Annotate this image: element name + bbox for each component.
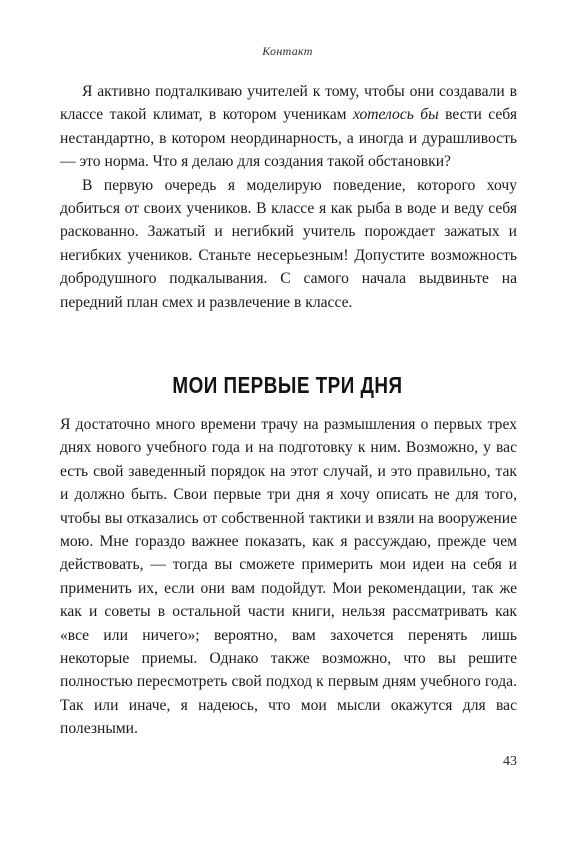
intro-text xyxy=(60,80,517,314)
intro-paragraph-2: В первую очередь я моделирую поведение, которого хочу добиться от своих учеников. В классе я как рыба в воде и веду себя раскованно. Зажатый и негибкий учитель порождает зажатых и негибких учеников. Станьте несерьезным! Допустите возможность добродушного подкалывания. С самого начала выдвиньте на передний план смех и развлечение в классе. xyxy=(60,176,517,311)
page-number: 43 xyxy=(503,754,517,769)
section-title: МОИ ПЕРВЫЕ ТРИ ДНЯ xyxy=(172,372,403,398)
intro-paragraph-1 xyxy=(60,80,517,174)
intro-paragraph-1-end: вести себя нестандартно, в котором неординарность, а иногда и дурашливость — это норма. Что я делаю для создания такой обстановки? xyxy=(60,106,518,171)
section-paragraph-1: Я достаточно много времени трачу на размышления о первых трех днях нового учебного года и на подготовку к ним. Возможно, у вас есть свой заведенный порядок на этот случай, и это правильно, так и должно быть. Свои первые три дня я хочу описать не для того, чтобы вы отказались от собственной тактики и взяли на вооружение мою. Мне гораздо важнее показать, как я рассуждаю, прежде чем действовать, — тогда вы сможете примерить мои идеи на себя и применить их, если они вам подойдут. Мои рекомендации, так же как и советы в остальной части книги, нельзя рассматривать как «все или ничего»; вероятно, вам захочется перенять лишь некоторые приемы. Однако также возможно, что вы решите полностью пересмотреть свой подход к первым дням учебного года. Так или иначе, я надеюсь, что мои мысли окажутся для вас полезными. xyxy=(60,416,517,738)
intro-paragraph-1-start: Я активно подталкиваю учителей к тому, чтобы они создавали в классе такой климат, в котором ученикам xyxy=(60,83,517,124)
section-text xyxy=(60,413,517,741)
intro-paragraph-1-emphasis: хотелось бы xyxy=(352,106,439,124)
running-head: Контакт xyxy=(262,44,313,58)
